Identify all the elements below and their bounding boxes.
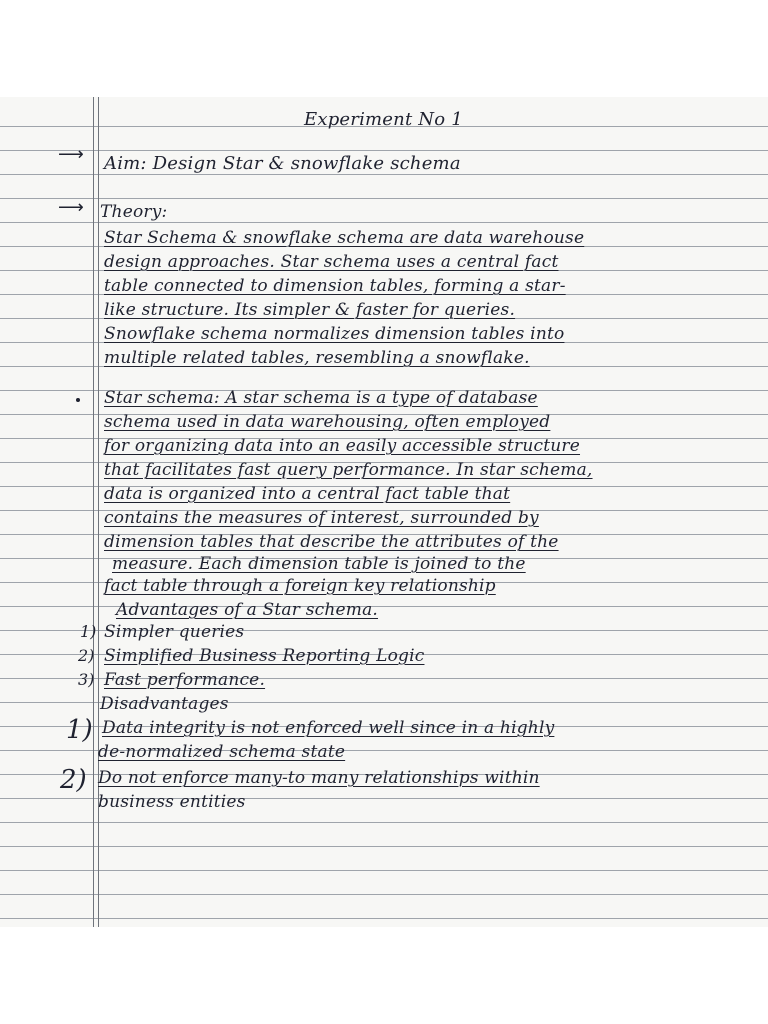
star-line: that facilitates fast query performance. In star schema, bbox=[104, 460, 593, 480]
disadvantage-line: Do not enforce many-to many relationships within bbox=[98, 768, 540, 788]
advantage-item: Simplified Business Reporting Logic bbox=[104, 646, 425, 666]
star-line: measure. Each dimension table is joined to the bbox=[112, 554, 526, 574]
theory-line: multiple related tables, resembling a snowflake. bbox=[104, 348, 530, 368]
star-line: data is organized into a central fact table that bbox=[104, 484, 511, 504]
theory-line: Snowflake schema normalizes dimension tables into bbox=[104, 324, 565, 344]
star-line: dimension tables that describe the attributes of the bbox=[104, 532, 559, 552]
star-line: Star schema: A star schema is a type of database bbox=[104, 388, 538, 408]
advantage-item: Fast performance. bbox=[104, 670, 266, 690]
advantages-heading: Advantages of a Star schema. bbox=[116, 600, 379, 620]
theory-line: Star Schema & snowflake schema are data warehouse bbox=[104, 228, 585, 248]
arrow-icon: ⟶ bbox=[58, 197, 84, 218]
theory-heading: Theory: bbox=[100, 202, 168, 222]
advantage-item: Simpler queries bbox=[104, 622, 245, 642]
arrow-icon: ⟶ bbox=[58, 144, 84, 165]
star-line: fact table through a foreign key relationship bbox=[104, 576, 496, 596]
page-title: Experiment No 1 bbox=[304, 109, 463, 130]
margin-line bbox=[93, 97, 94, 927]
disadvantage-line: business entities bbox=[98, 792, 246, 812]
disadvantages-heading: Disadvantages bbox=[100, 694, 229, 714]
list-number: 2) bbox=[60, 765, 87, 795]
disadvantage-line: Data integrity is not enforced well since in a highly bbox=[102, 718, 555, 738]
theory-line: table connected to dimension tables, forming a star- bbox=[104, 276, 566, 296]
list-number: 2) bbox=[78, 646, 95, 665]
theory-line: like structure. Its simpler & faster for queries. bbox=[104, 300, 516, 320]
aim-line: Aim: Design Star & snowflake schema bbox=[104, 153, 461, 174]
star-line: for organizing data into an easily accessible structure bbox=[104, 436, 581, 456]
bullet-icon bbox=[76, 398, 80, 402]
theory-line: design approaches. Star schema uses a central fact bbox=[104, 252, 559, 272]
list-number: 3) bbox=[78, 670, 95, 689]
list-number: 1) bbox=[66, 715, 93, 745]
star-line: schema used in data warehousing, often employed bbox=[104, 412, 551, 432]
star-line: contains the measures of interest, surrounded by bbox=[104, 508, 539, 528]
disadvantage-line: de-normalized schema state bbox=[98, 742, 346, 762]
list-number: 1) bbox=[80, 622, 97, 641]
